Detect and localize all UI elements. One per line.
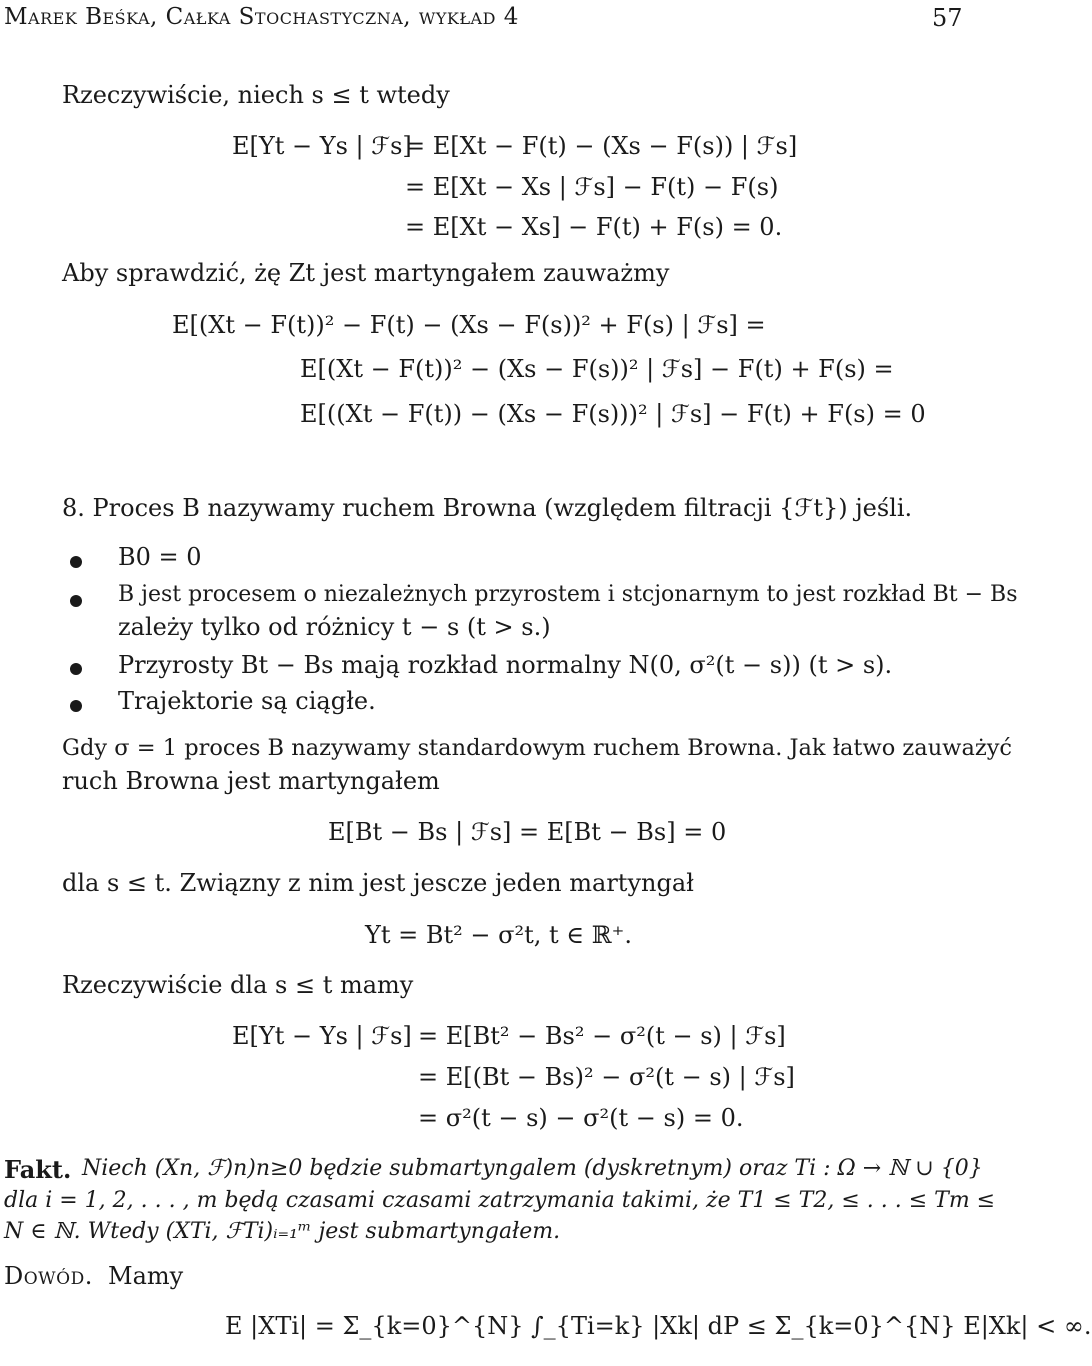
bullet-icon <box>70 700 82 712</box>
eq1-row: = E[Xt − Xs] − F(t) + F(s) = 0. <box>405 213 783 241</box>
bullet-text-continued: zależy tylko od różnicy t − s (t > s.) <box>118 613 551 641</box>
intro-line: Rzeczywiście, niech s ≤ t wtedy <box>62 81 450 109</box>
eq1-row: = E[Xt − F(t) − (Xs − F(s)) | ℱs] <box>405 132 798 160</box>
proof-text: Mamy <box>108 1262 184 1290</box>
eq2-row: E[((Xt − F(t)) − (Xs − F(s)))² | ℱs] − F(t) + F(s) = 0 <box>300 400 926 428</box>
proof-equation: E |XTi| = Σ_{k=0}^{N} ∫_{Ti=k} |Xk| dP ≤ Σ_{k=0}^{N} E|Xk| < ∞. <box>225 1312 1092 1340</box>
eq5-row: = E[Bt² − Bs² − σ²(t − s) | ℱs] <box>418 1022 786 1050</box>
bullet-text: B jest procesem o niezależnych przyrostem i stcjonarnym to jest rozkład Bt − Bs <box>118 582 1018 607</box>
bullet-text: Trajektorie są ciągłe. <box>118 687 376 715</box>
paragraph-line: Rzeczywiście dla s ≤ t mamy <box>62 971 414 999</box>
eq5-row: = E[(Bt − Bs)² − σ²(t − s) | ℱs] <box>418 1063 795 1091</box>
paragraph-line: dla s ≤ t. Związny z nim jest jescze jeden martyngał <box>62 869 694 897</box>
eq1-lhs: E[Yt − Ys | ℱs] <box>232 132 412 160</box>
fakt-line: dla i = 1, 2, . . . , m będą czasami czasami zatrzymania takimi, że T1 ≤ T2, ≤ . . . ≤ Tm ≤ <box>4 1188 996 1213</box>
running-header: Marek Beśka, Całka Stochastyczna, wykład 4 <box>4 4 519 30</box>
eq2-row: E[(Xt − F(t))² − F(t) − (Xs − F(s))² + F(s) | ℱs] = <box>172 311 766 339</box>
paragraph-line: ruch Browna jest martyngałem <box>62 767 440 795</box>
definition-8: 8. Proces B nazywamy ruchem Browna (względem filtracji {ℱt}) jeśli. <box>62 494 913 522</box>
bullet-icon <box>70 663 82 675</box>
bullet-icon <box>70 595 82 607</box>
bullet-text: Przyrosty Bt − Bs mają rozkład normalny N(0, σ²(t − s)) (t > s). <box>118 651 893 679</box>
bullet-text: B0 = 0 <box>118 543 202 571</box>
fakt-label: Fakt. <box>4 1155 72 1184</box>
eq2-row: E[(Xt − F(t))² − (Xs − F(s))² | ℱs] − F(t) + F(s) = <box>300 355 894 383</box>
eq5-lhs: E[Yt − Ys | ℱs] <box>232 1022 412 1050</box>
equation: Yt = Bt² − σ²t, t ∈ ℝ⁺. <box>365 921 632 949</box>
eq5-row: = σ²(t − s) − σ²(t − s) = 0. <box>418 1104 744 1132</box>
page-number: 57 <box>932 4 963 32</box>
proof-label: Dowód. <box>4 1262 93 1290</box>
equation: E[Bt − Bs | ℱs] = E[Bt − Bs] = 0 <box>328 818 727 846</box>
paragraph-line: Gdy σ = 1 proces B nazywamy standardowym ruchem Browna. Jak łatwo zauważyć <box>62 735 1013 761</box>
fakt-line: N ∈ ℕ. Wtedy (XTi, ℱTi)ᵢ₌₁ᵐ jest submartyngałem. <box>4 1219 561 1244</box>
eq1-row: = E[Xt − Xs | ℱs] − F(t) − F(s) <box>405 173 779 201</box>
bullet-icon <box>70 556 82 568</box>
fakt-line: Niech (Xn, ℱ)n)n≥0 będzie submartyngalem (dyskretnym) oraz Ti : Ω → ℕ ∪ {0} <box>82 1156 983 1181</box>
check-line: Aby sprawdzić, żę Zt jest martyngałem zauważmy <box>62 259 670 287</box>
